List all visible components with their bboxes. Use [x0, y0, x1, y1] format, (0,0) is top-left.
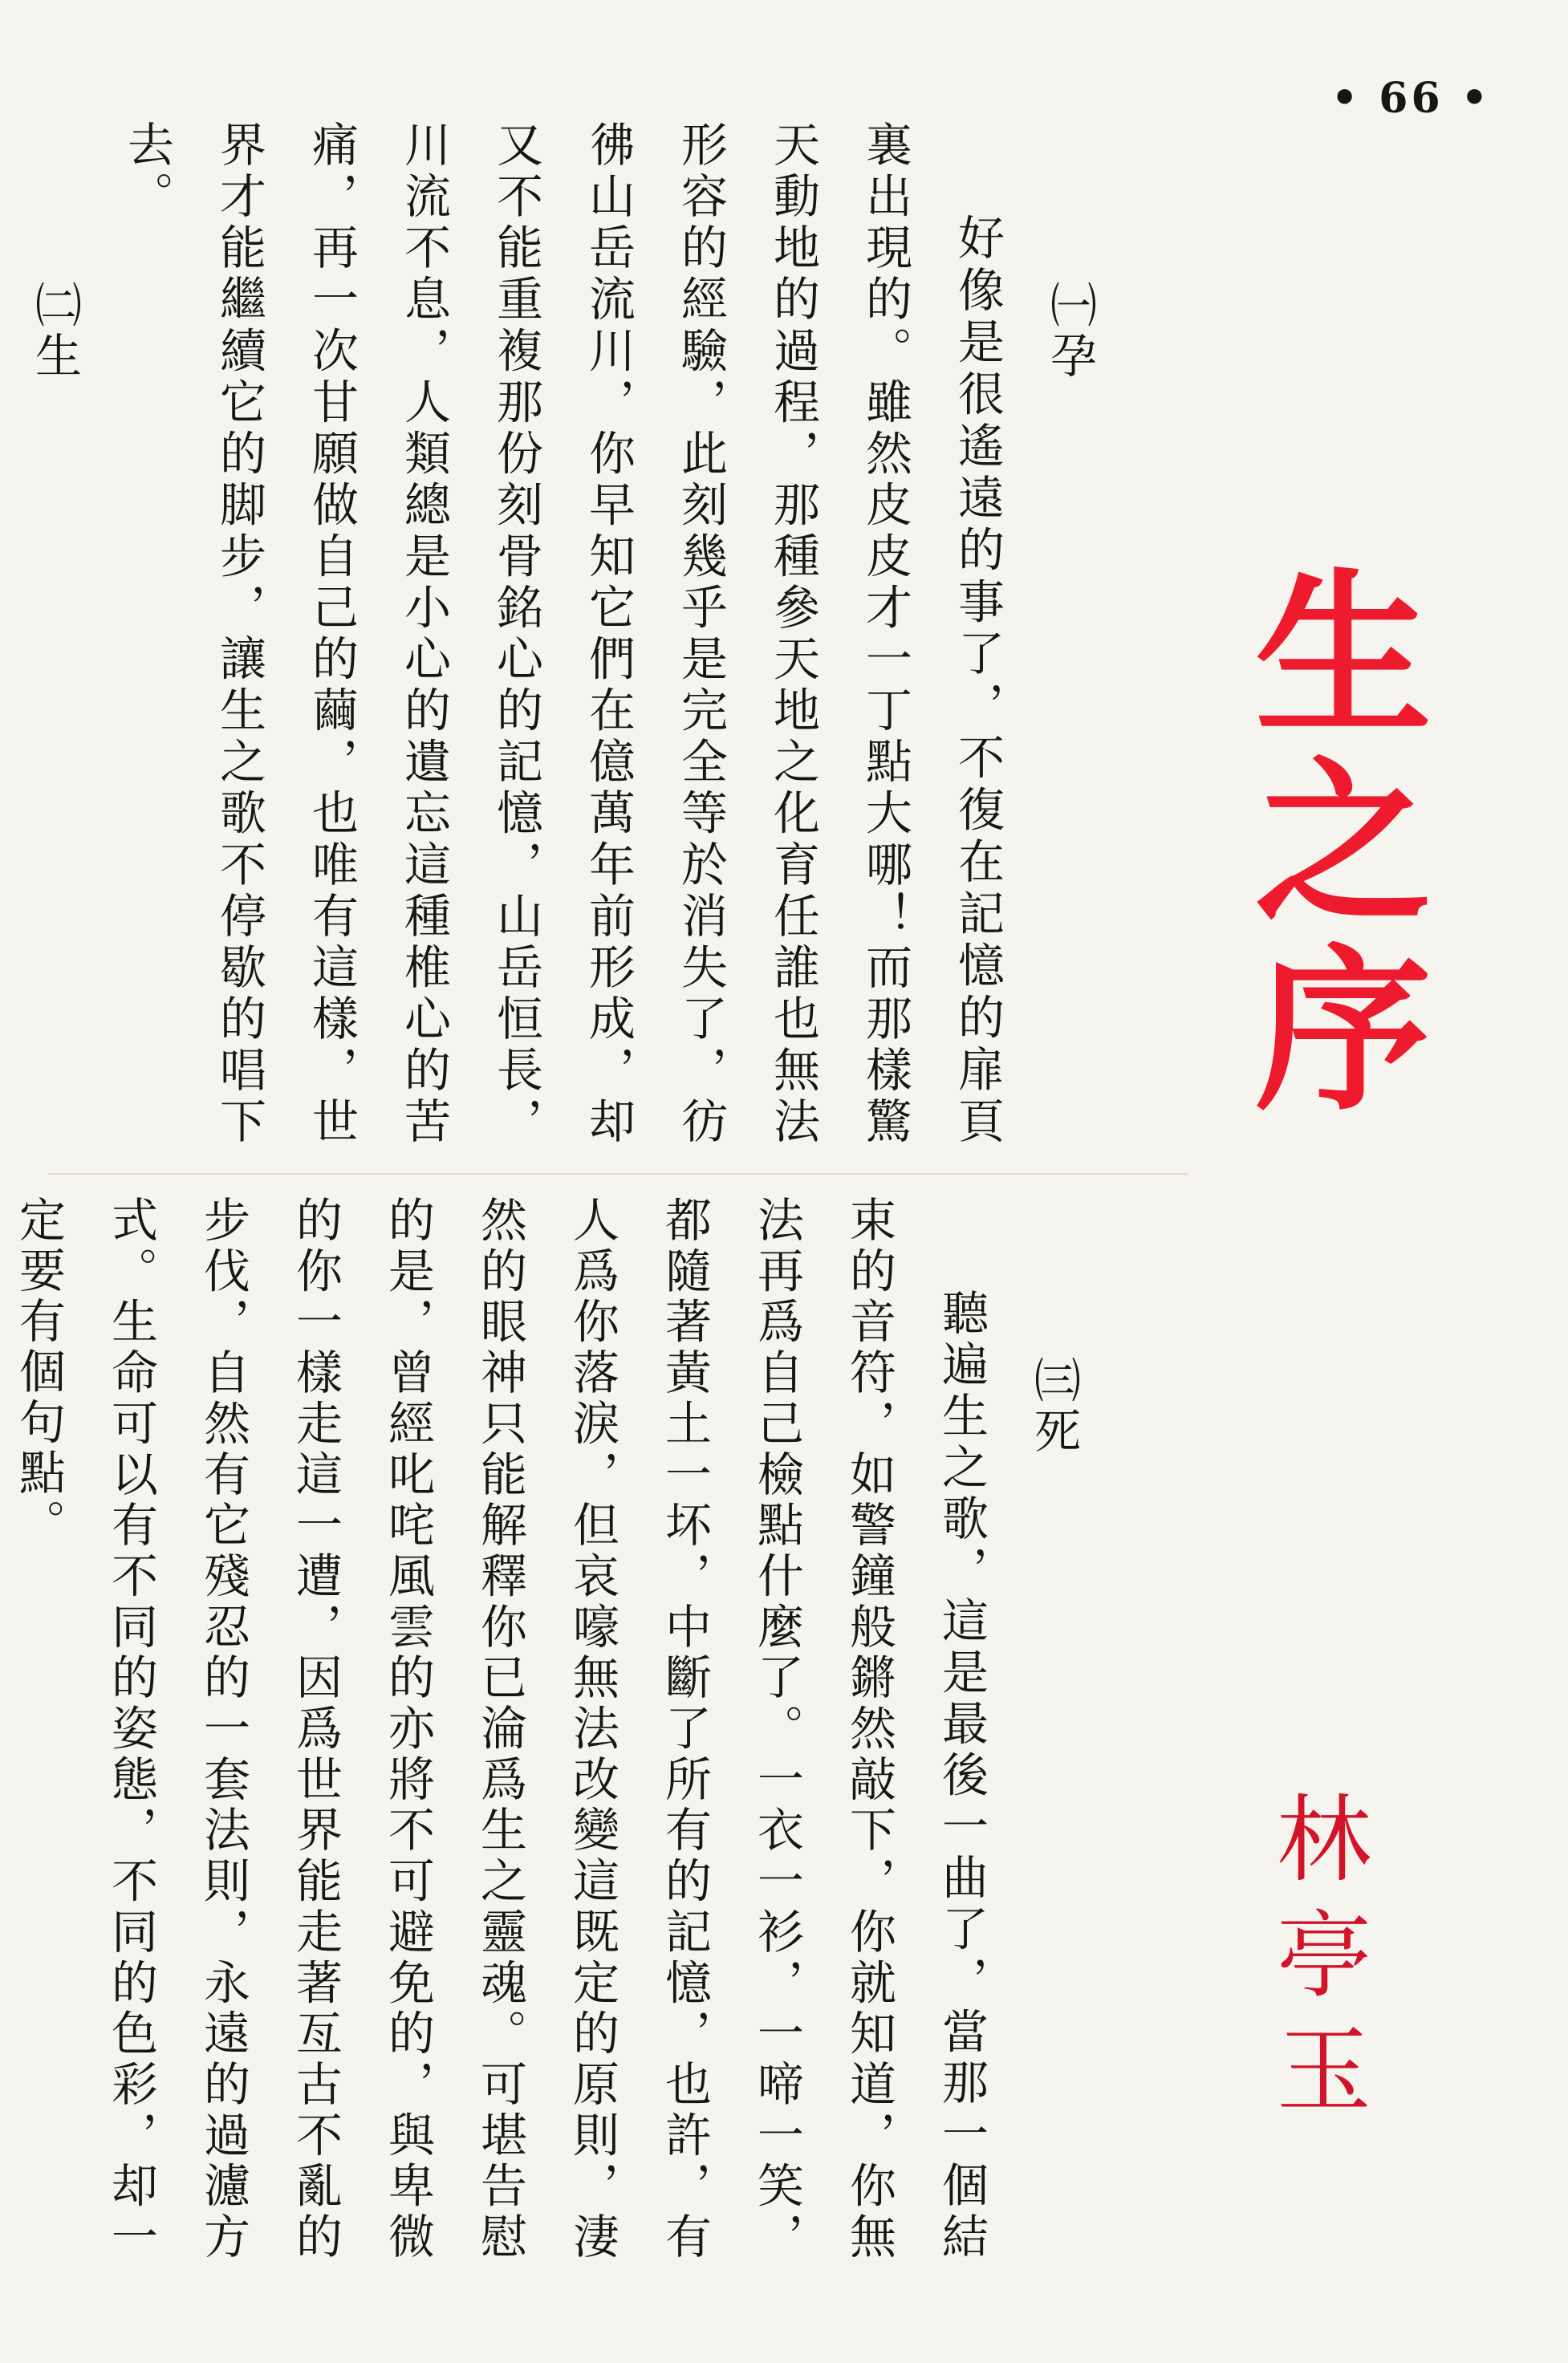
article-title: 生之序: [1225, 562, 1431, 1125]
section-heading-death: ㈢死: [1026, 1356, 1081, 1457]
article-body-upper: [27, 120, 1115, 1147]
page-number: • 66 •: [1330, 74, 1491, 123]
section-paragraph-death: 聽遍生之歌，這是最後一曲了，當那一個結束的音符，如警鐘般鏘然敲下，你就知道，你無法再爲自己檢點什麼了。一衣一衫，一啼一笑，都隨著黃土一坏，中斷了所有的記憶，也許，有人爲你落淚，但哀嚎無法改變這既定的原則，淒然的眼神只能解釋你已淪爲生之靈魂。可堪告慰的是，曾經叱咤風雲的亦將不可避免的，與卑微的你一樣走這一遭，因爲世界能走著亙古不亂的步伐，自然有它殘忍的一套法則，永遠的過濾方式。生命可以有不同的姿態，不同的色彩，却一定要有個句點。: [11, 1196, 989, 2263]
article-body-lower: [11, 1196, 1099, 2263]
bleed-through-text: [1164, 128, 1404, 610]
author-name: 林亭玉: [1261, 1789, 1371, 2136]
section-heading-birth: ㈡生: [27, 281, 82, 382]
section-paragraph-birth: [0, 120, 8, 1147]
section-paragraph-pregnancy: 好像是很遙遠的事了，不復在記憶的扉頁裏出現的。雖然皮皮才一丁點大哪！而那樣驚天動地的過程，那種參天地之化育任誰也無法形容的經驗，此刻幾乎是完全等於消失了，彷彿山岳流川，你早知它們在億萬年前形成，却又不能重複那份刻骨銘心的記憶，山岳恒長，川流不息，人類總是小心的遺忘這種椎心的苦痛，再一次甘願做自己的繭，也唯有這樣，世界才能繼續它的脚步，讓生之歌不停歇的唱下去。: [120, 120, 1005, 1147]
section-heading-pregnancy: ㈠孕: [1042, 281, 1097, 382]
column-divider: [48, 1173, 1188, 1175]
